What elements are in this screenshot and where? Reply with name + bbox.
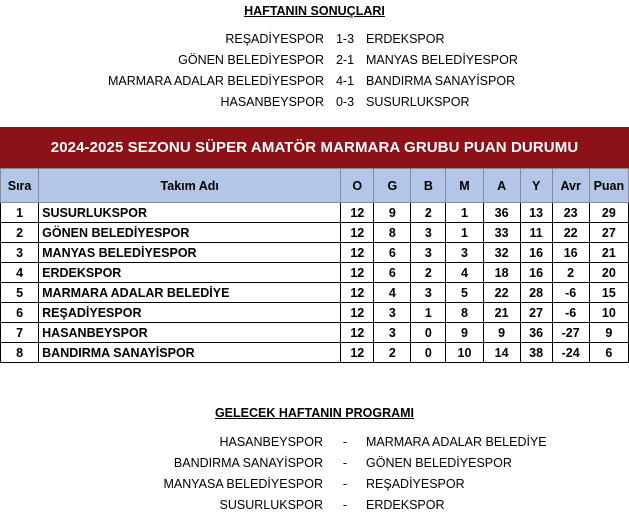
lost-cell: 5 [446, 283, 483, 303]
won-cell: 3 [374, 323, 411, 343]
column-header-won: G [374, 169, 411, 203]
lost-cell: 1 [446, 203, 483, 223]
goals-for-cell: 9 [483, 323, 520, 343]
goals-against-cell: 36 [520, 323, 552, 343]
goal-diff-cell: 16 [552, 243, 589, 263]
rank-cell: 4 [1, 263, 39, 283]
lost-cell: 3 [446, 243, 483, 263]
fixture-row [0, 433, 629, 454]
results-list [0, 30, 629, 114]
home-team: GÖNEN BELEDİYESPOR [178, 53, 324, 67]
goals-for-cell: 21 [483, 303, 520, 323]
home-team: BANDIRMA SANAYİSPOR [173, 456, 323, 470]
match-score: 1-3 [335, 32, 355, 46]
match-score: 4-1 [335, 74, 355, 88]
rank-cell: 1 [1, 203, 39, 223]
away-team: ERDEKSPOR [366, 498, 445, 512]
next-week-list [0, 433, 629, 517]
fixture-separator: - [342, 498, 348, 512]
lost-cell: 10 [446, 343, 483, 363]
result-row [0, 30, 629, 51]
column-header-drawn: B [411, 169, 446, 203]
won-cell: 2 [374, 343, 411, 363]
won-cell: 3 [374, 303, 411, 323]
lost-cell: 4 [446, 263, 483, 283]
home-team: SUSURLUKSPOR [219, 498, 323, 512]
team-name-cell: BANDIRMA SANAYİSPOR [39, 343, 341, 363]
drawn-cell: 0 [411, 323, 446, 343]
goals-for-cell: 18 [483, 263, 520, 283]
match-score: 0-3 [335, 95, 355, 109]
fixture-separator: - [342, 456, 348, 470]
away-team: MARMARA ADALAR BELEDİYE [366, 435, 547, 449]
home-team: MARMARA ADALAR BELEDİYESPOR [107, 74, 324, 88]
result-row [0, 93, 629, 114]
won-cell: 6 [374, 243, 411, 263]
goal-diff-cell: 2 [552, 263, 589, 283]
goal-diff-cell: -6 [552, 283, 589, 303]
rank-cell: 8 [1, 343, 39, 363]
drawn-cell: 2 [411, 203, 446, 223]
home-team: REŞADİYESPOR [225, 32, 324, 46]
team-name-cell: HASANBEYSPOR [39, 323, 341, 343]
goals-against-cell: 13 [520, 203, 552, 223]
column-header-goals-for: A [483, 169, 520, 203]
goals-against-cell: 11 [520, 223, 552, 243]
goals-for-cell: 36 [483, 203, 520, 223]
table-row [1, 283, 629, 303]
points-cell: 9 [589, 323, 628, 343]
column-header-goals-against: Y [520, 169, 552, 203]
points-cell: 29 [589, 203, 628, 223]
team-name-cell: MARMARA ADALAR BELEDİYE [39, 283, 341, 303]
table-row [1, 223, 629, 243]
team-name-cell: ERDEKSPOR [39, 263, 341, 283]
goals-against-cell: 28 [520, 283, 552, 303]
lost-cell: 8 [446, 303, 483, 323]
next-week-title: GELECEK HAFTANIN PROGRAMI [214, 406, 415, 420]
played-cell: 12 [341, 203, 374, 223]
team-name-cell: GÖNEN BELEDİYESPOR [39, 223, 341, 243]
goals-for-cell: 22 [483, 283, 520, 303]
standings-table [0, 168, 629, 363]
goals-against-cell: 16 [520, 243, 552, 263]
fixture-row [0, 454, 629, 475]
goals-for-cell: 32 [483, 243, 520, 263]
lost-cell: 9 [446, 323, 483, 343]
results-title: HAFTANIN SONUÇLARI [244, 4, 385, 18]
away-team: ERDEKSPOR [366, 32, 445, 46]
points-cell: 6 [589, 343, 628, 363]
column-header-lost: M [446, 169, 483, 203]
played-cell: 12 [341, 263, 374, 283]
points-cell: 21 [589, 243, 628, 263]
fixture-separator: - [342, 477, 348, 491]
drawn-cell: 1 [411, 303, 446, 323]
rank-cell: 2 [1, 223, 39, 243]
goal-diff-cell: 23 [552, 203, 589, 223]
fixture-row [0, 475, 629, 496]
result-row [0, 51, 629, 72]
team-name-cell: REŞADİYESPOR [39, 303, 341, 323]
goal-diff-cell: -6 [552, 303, 589, 323]
table-row [1, 323, 629, 343]
table-row [1, 243, 629, 263]
away-team: SUSURLUKSPOR [366, 95, 470, 109]
team-name-cell: MANYAS BELEDİYESPOR [39, 243, 341, 263]
won-cell: 6 [374, 263, 411, 283]
drawn-cell: 3 [411, 223, 446, 243]
drawn-cell: 3 [411, 243, 446, 263]
table-row [1, 303, 629, 323]
played-cell: 12 [341, 243, 374, 263]
fixture-separator: - [342, 435, 348, 449]
goals-for-cell: 14 [483, 343, 520, 363]
away-team: GÖNEN BELEDİYESPOR [366, 456, 512, 470]
drawn-cell: 0 [411, 343, 446, 363]
played-cell: 12 [341, 223, 374, 243]
fixture-row [0, 496, 629, 517]
away-team: REŞADİYESPOR [366, 477, 465, 491]
won-cell: 4 [374, 283, 411, 303]
drawn-cell: 3 [411, 283, 446, 303]
table-row [1, 343, 629, 363]
goal-diff-cell: -24 [552, 343, 589, 363]
result-row [0, 72, 629, 93]
goal-diff-cell: 22 [552, 223, 589, 243]
goals-against-cell: 27 [520, 303, 552, 323]
away-team: MANYAS BELEDİYESPOR [366, 53, 518, 67]
played-cell: 12 [341, 303, 374, 323]
won-cell: 9 [374, 203, 411, 223]
home-team: MANYASA BELEDİYESPOR [163, 477, 323, 491]
rank-cell: 6 [1, 303, 39, 323]
away-team: BANDIRMA SANAYİSPOR [366, 74, 516, 88]
standings-banner: 2024-2025 SEZONU SÜPER AMATÖR MARMARA GRUBU PUAN DURUMU [0, 127, 629, 168]
column-header-team: Takım Adı [39, 169, 341, 203]
standings-header-row [1, 169, 629, 203]
played-cell: 12 [341, 343, 374, 363]
goals-for-cell: 33 [483, 223, 520, 243]
played-cell: 12 [341, 323, 374, 343]
rank-cell: 5 [1, 283, 39, 303]
rank-cell: 7 [1, 323, 39, 343]
column-header-points: Puan [589, 169, 628, 203]
goal-diff-cell: -27 [552, 323, 589, 343]
played-cell: 12 [341, 283, 374, 303]
rank-cell: 3 [1, 243, 39, 263]
table-row [1, 263, 629, 283]
lost-cell: 1 [446, 223, 483, 243]
points-cell: 10 [589, 303, 628, 323]
home-team: HASANBEYSPOR [219, 435, 323, 449]
team-name-cell: SUSURLUKSPOR [39, 203, 341, 223]
won-cell: 8 [374, 223, 411, 243]
match-score: 2-1 [335, 53, 355, 67]
column-header-goal-diff: Avr [552, 169, 589, 203]
goals-against-cell: 16 [520, 263, 552, 283]
table-row [1, 203, 629, 223]
home-team: HASANBEYSPOR [220, 95, 324, 109]
column-header-rank: Sıra [1, 169, 39, 203]
points-cell: 27 [589, 223, 628, 243]
column-header-played: O [341, 169, 374, 203]
goals-against-cell: 38 [520, 343, 552, 363]
drawn-cell: 2 [411, 263, 446, 283]
points-cell: 20 [589, 263, 628, 283]
points-cell: 15 [589, 283, 628, 303]
